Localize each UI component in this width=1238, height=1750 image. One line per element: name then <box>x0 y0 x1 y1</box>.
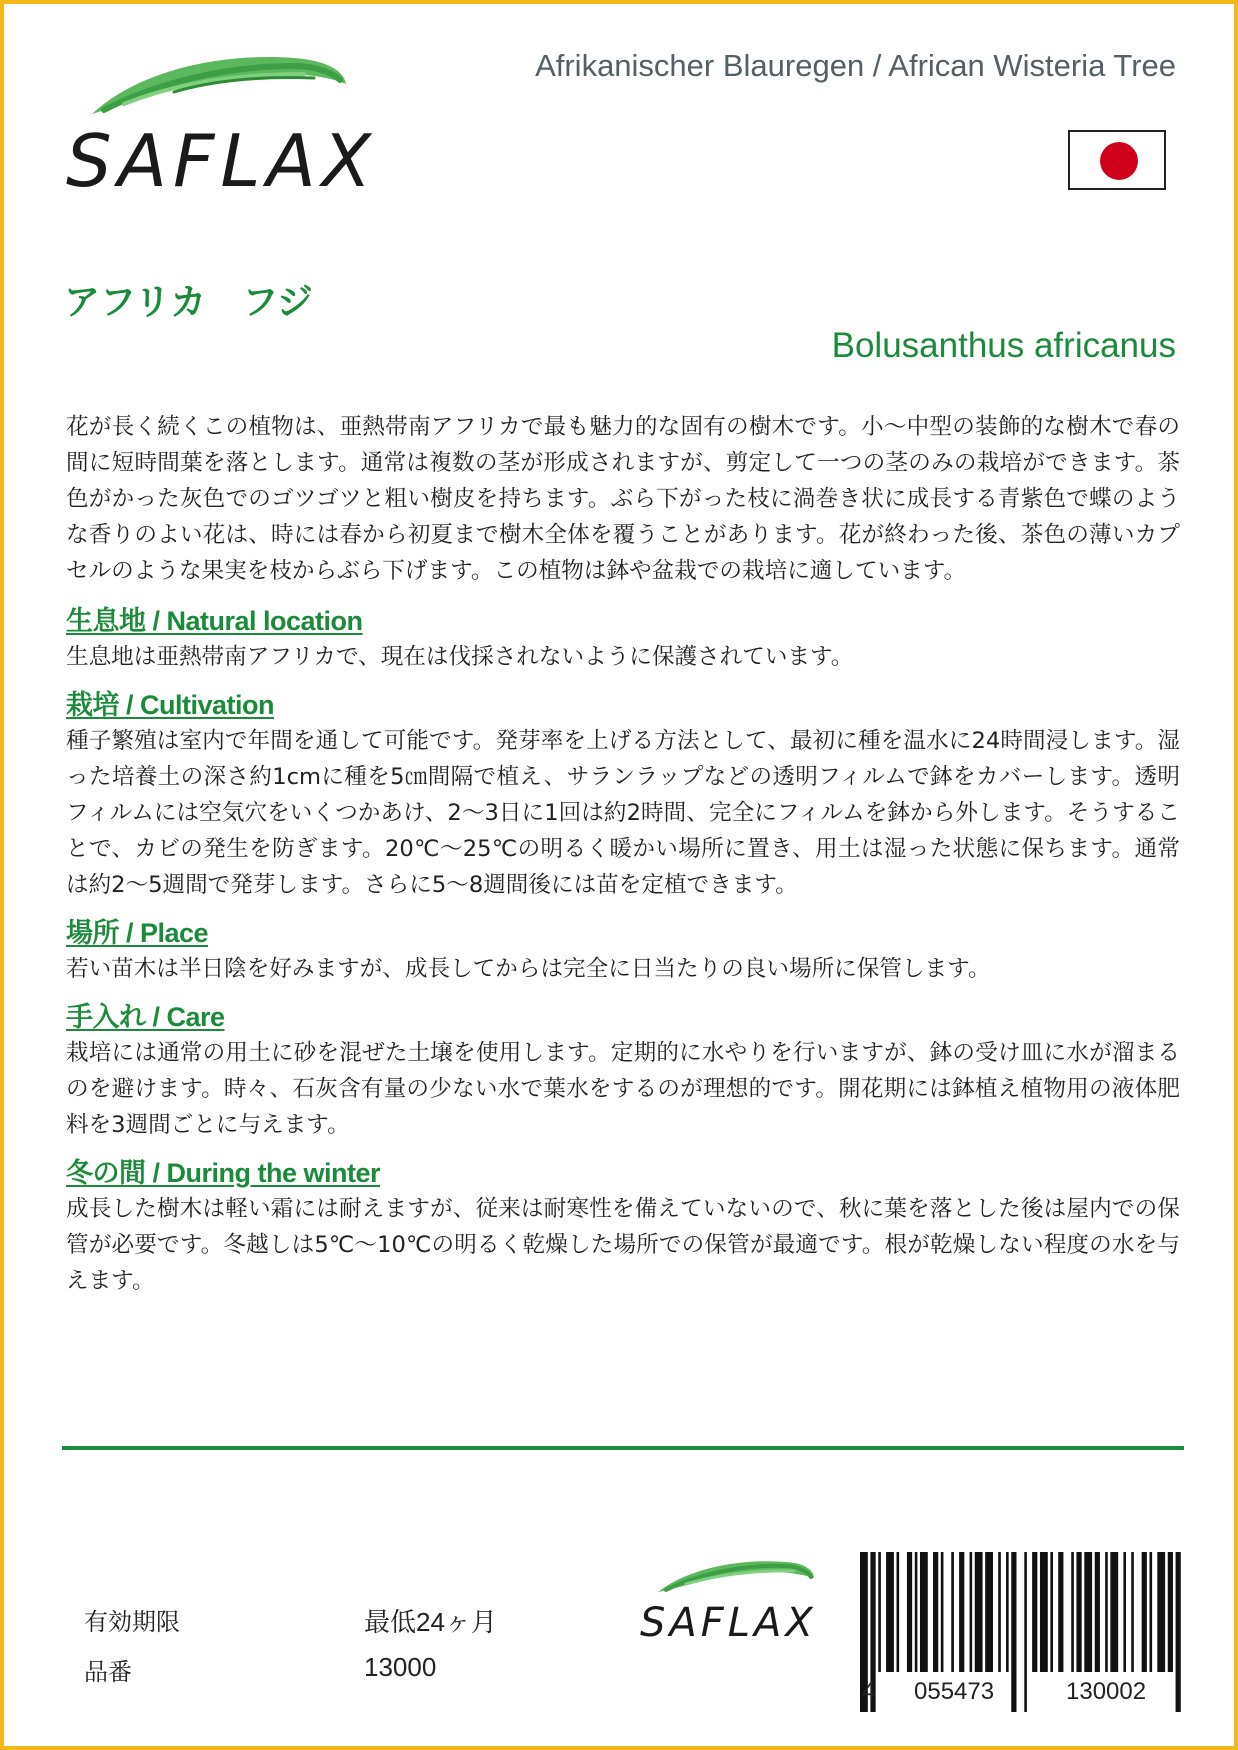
section-title: 栽培 / Cultivation <box>66 690 274 720</box>
section-text: 成長した樹木は軽い霜には耐えますが、従来は耐寒性を備えていないので、秋に葉を落とした後は屋内での保管が必要です。冬越しは5℃〜10℃の明るく乾燥した場所での保管が最適です。根が乾燥しない程度の水を与えます。 <box>66 1196 1180 1294</box>
section-title: 場所 / Place <box>66 918 209 948</box>
barcode-bar <box>1058 1552 1063 1672</box>
flag-disc <box>1100 142 1138 180</box>
barcode-bar <box>878 1552 881 1672</box>
japan-flag-icon <box>1068 130 1166 190</box>
expiry-value: 最低24ヶ月 <box>364 1607 497 1637</box>
leaf-brush-icon <box>658 1561 814 1592</box>
section-title: 冬の間 / During the winter <box>66 1158 381 1188</box>
saflax-logo-bottom <box>636 1552 836 1652</box>
barcode-bar <box>1084 1552 1092 1672</box>
section-text: 栽培には通常の用土に砂を混ぜた土壌を使用します。定期的に水やりを行いますが、鉢の受け皿に水が溜まるのを避けます。時々、石灰含有量の少ない水で葉水をするのが理想的です。開花期には鉢植え植物用の液体肥料を3週間ごとに与えます。 <box>66 1040 1180 1138</box>
barcode-bar <box>933 1552 938 1672</box>
barcode-bar <box>1149 1552 1152 1672</box>
saflax-logo-top <box>64 44 404 214</box>
item-number-value: 13000 <box>364 1652 437 1682</box>
section-text: 生息地は亜熱帯南アフリカで、現在は伐採されないように保護されています。 <box>66 644 854 670</box>
section-place <box>66 915 1180 987</box>
barcode-bar <box>1168 1552 1173 1672</box>
barcode-bar <box>1076 1552 1081 1672</box>
barcode-bar <box>886 1552 894 1672</box>
logo-wordmark: SAFLAX <box>640 1600 817 1646</box>
intro-paragraph: 花が長く続くこの植物は、亜熱帯南アフリカで最も魅力的な固有の樹木です。小～中型の装飾的な樹木で春の間に短時間葉を落とします。通常は複数の茎が形成されますが、剪定して一つの茎のみの栽培ができます。茶色がかった灰色でのゴツゴツと粗い樹皮を持ちます。ぶら下がった枝に渦巻き状に成長する青紫色で蝶のような香りのよい花は、時には春から初夏まで樹木全体を覆うことがあります。花が終わった後、茶色の薄いカプセルのような果実を枝からぶら下げます。この植物は鉢や盆栽での栽培に適しています。 <box>66 414 1180 584</box>
barcode-bar <box>975 1552 983 1672</box>
section-title: 生息地 / Natural location <box>66 606 363 636</box>
barcode-bar <box>959 1552 964 1672</box>
section-title: 手入れ / Care <box>66 1002 225 1032</box>
product-title: Afrikanischer Blauregen / African Wisteria Tree <box>535 48 1176 83</box>
barcode-bar <box>1032 1552 1037 1672</box>
barcode-bar <box>1131 1552 1134 1672</box>
barcode-bar <box>1110 1552 1118 1672</box>
barcode-bar <box>897 1552 900 1672</box>
barcode-bar <box>1157 1552 1165 1672</box>
leaf-brush-icon <box>92 57 346 114</box>
barcode-bar <box>951 1552 954 1672</box>
latin-plant-name: Bolusanthus africanus <box>831 326 1176 365</box>
barcode-bar <box>1105 1552 1108 1672</box>
barcode-bar <box>985 1552 993 1672</box>
barcode-bar <box>1050 1552 1053 1672</box>
barcode-bar <box>907 1552 912 1672</box>
barcode-lead-digit: 4 <box>862 1678 876 1705</box>
barcode-bar <box>1142 1552 1147 1672</box>
barcode-bar <box>1040 1552 1048 1672</box>
expiry-label: 有効期限 <box>84 1608 180 1636</box>
barcode-bar <box>1071 1552 1074 1672</box>
section-natural-location <box>66 603 1180 675</box>
section-care <box>66 999 1180 1143</box>
section-text: 若い苗木は半日陰を好みますが、成長してからは完全に日当たりの良い場所に保管します。 <box>66 956 991 982</box>
item-number-label: 品番 <box>84 1658 132 1686</box>
japanese-plant-name: アフリカ フジ <box>64 282 313 323</box>
barcode-bar <box>1006 1552 1009 1672</box>
barcode-right-group: 130002 <box>1066 1678 1147 1705</box>
barcode-bar <box>1011 1552 1016 1712</box>
barcode-left-group: 055473 <box>914 1678 995 1705</box>
section-winter <box>66 1155 1180 1299</box>
barcode-bar <box>1024 1552 1027 1712</box>
barcode-bar <box>920 1552 928 1672</box>
logo-wordmark: SAFLAX <box>66 119 378 203</box>
barcode-bar <box>915 1552 918 1672</box>
footer-divider <box>62 1446 1184 1450</box>
barcode-bar <box>1095 1552 1100 1672</box>
section-cultivation <box>66 687 1180 903</box>
barcode-bar <box>998 1552 1001 1672</box>
barcode-bar <box>970 1552 973 1672</box>
section-text: 種子繁殖は室内で年間を通して可能です。発芽率を上げる方法として、最初に種を温水に24時間浸します。湿った培養土の深さ約1cmに種を5㎝間隔で植え、サランラップなどの透明フィルムで鉢をカバーします。透明フィルムには空気穴をいくつかあけ、2～3日に1回は約2時間、完全にフィルムを鉢から外します。そうすることで、カビの発生を防ぎます。20℃〜25℃の明るく暖かい場所に置き、用土は湿った状態に保ちます。通常は約2～5週間で発芽します。さらに5〜8週間後には苗を定植できます。 <box>66 728 1180 898</box>
barcode-bar <box>1176 1552 1181 1712</box>
barcode-bar <box>1123 1552 1126 1672</box>
barcode-bar <box>941 1552 944 1672</box>
description-content <box>66 409 1180 1311</box>
